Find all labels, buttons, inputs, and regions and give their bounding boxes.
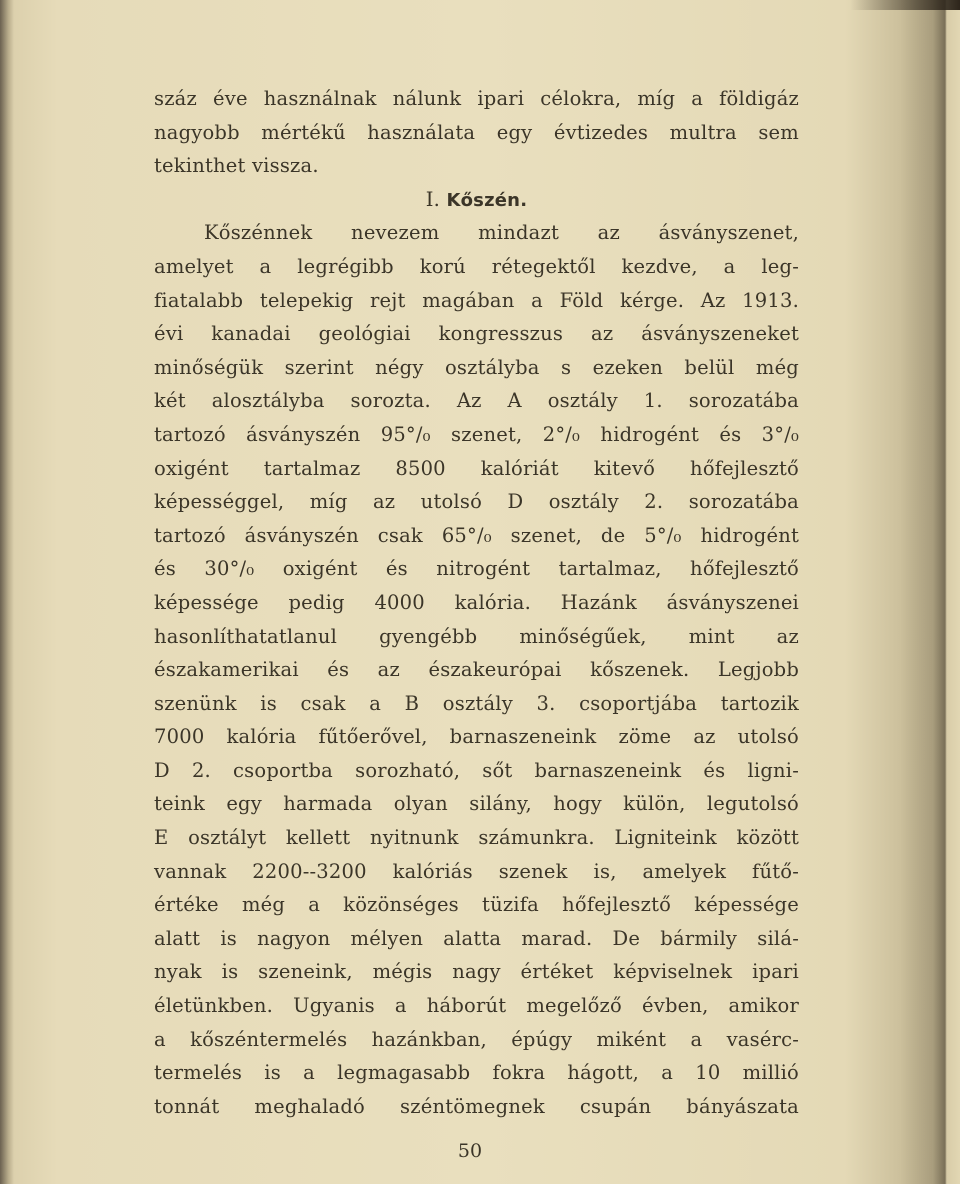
- text-line: oxigént tartalmaz 8500 kalóriát kitevő hőfejlesztő: [154, 456, 799, 480]
- page-right-edge: [900, 0, 960, 1184]
- text-line: életünkben. Ugyanis a háborút megelőző évben, amikor: [154, 994, 799, 1018]
- page-number: 50: [457, 1140, 483, 1162]
- text-line: E osztályt kellett nyitnunk számunkra. Ligniteink között: [154, 826, 799, 850]
- text-line: száz éve használnak nálunk ipari célokra, míg a földigáz: [154, 87, 799, 110]
- text-line: fiatalabb telepekig rejt magában a Föld kérge. Az 1913.: [154, 288, 799, 312]
- text-line: vannak 2200--3200 kalóriás szenek is, amelyek fűtő-: [154, 859, 799, 883]
- text-line: tartozó ásványszén 95°/₀ szenet, 2°/₀ hidrogént és 3°/₀: [154, 422, 799, 446]
- text-line: értéke még a közönséges tüzifa hőfejlesztő képessége: [154, 893, 799, 917]
- text-line: teink egy harmada olyan silány, hogy külön, legutolsó: [154, 792, 799, 816]
- text-line: Kőszénnek nevezem mindazt az ásványszenet,: [204, 221, 799, 245]
- text-line: minőségük szerint négy osztályba s ezeken belül még: [154, 355, 799, 379]
- text-line: képességgel, míg az utolsó D osztály 2. sorozatába: [154, 490, 799, 514]
- text-line: hasonlíthatatlanul gyengébb minőségűek, mint az: [154, 624, 799, 648]
- page-top-corner-shadow: [850, 0, 960, 10]
- text-line: és 30°/₀ oxigént és nitrogént tartalmaz, hőfejlesztő: [154, 557, 799, 581]
- text-line: északamerikai és az északeurópai kőszenek. Legjobb: [154, 658, 799, 682]
- section-heading: [154, 183, 799, 217]
- body-text: [154, 82, 799, 1123]
- text-line: alatt is nagyon mélyen alatta marad. De bármily silá-: [154, 926, 799, 950]
- text-line: nagyobb mértékű használata egy évtizedes multra sem: [154, 120, 799, 144]
- text-line: tonnát meghaladó széntömegnek csupán bányászata: [154, 1094, 799, 1118]
- text-line: 7000 kalória fűtőerővel, barnaszeneink zöme az utolsó: [154, 725, 799, 749]
- page-gutter-shadow: [0, 0, 14, 1184]
- text-line: a kőszéntermelés hazánkban, épúgy miként a vasérc-: [154, 1027, 799, 1051]
- text-line: tartozó ásványszén csak 65°/₀ szenet, de 5°/₀ hidrogént: [154, 523, 799, 547]
- text-line: nyak is szeneink, mégis nagy értéket képviselnek ipari: [154, 960, 799, 984]
- text-line: szenünk is csak a B osztály 3. csoportjába tartozik: [154, 691, 799, 715]
- text-line: tekinthet vissza.: [154, 154, 319, 178]
- text-line: két alosztályba sorozta. Az A osztály 1. sorozatába: [154, 389, 799, 413]
- section-number: I.: [425, 187, 441, 211]
- text-line: évi kanadai geológiai kongresszus az ásványszeneket: [154, 322, 799, 346]
- section-title: Kőszén.: [446, 189, 528, 211]
- text-line: képessége pedig 4000 kalória. Hazánk ásványszenei: [154, 590, 799, 614]
- text-line: termelés is a legmagasabb fokra hágott, a 10 millió: [154, 1061, 799, 1085]
- text-line: D 2. csoportba sorozható, sőt barnaszeneink és ligni-: [154, 758, 799, 782]
- text-line: amelyet a legrégibb korú rétegektől kezdve, a leg-: [154, 254, 799, 278]
